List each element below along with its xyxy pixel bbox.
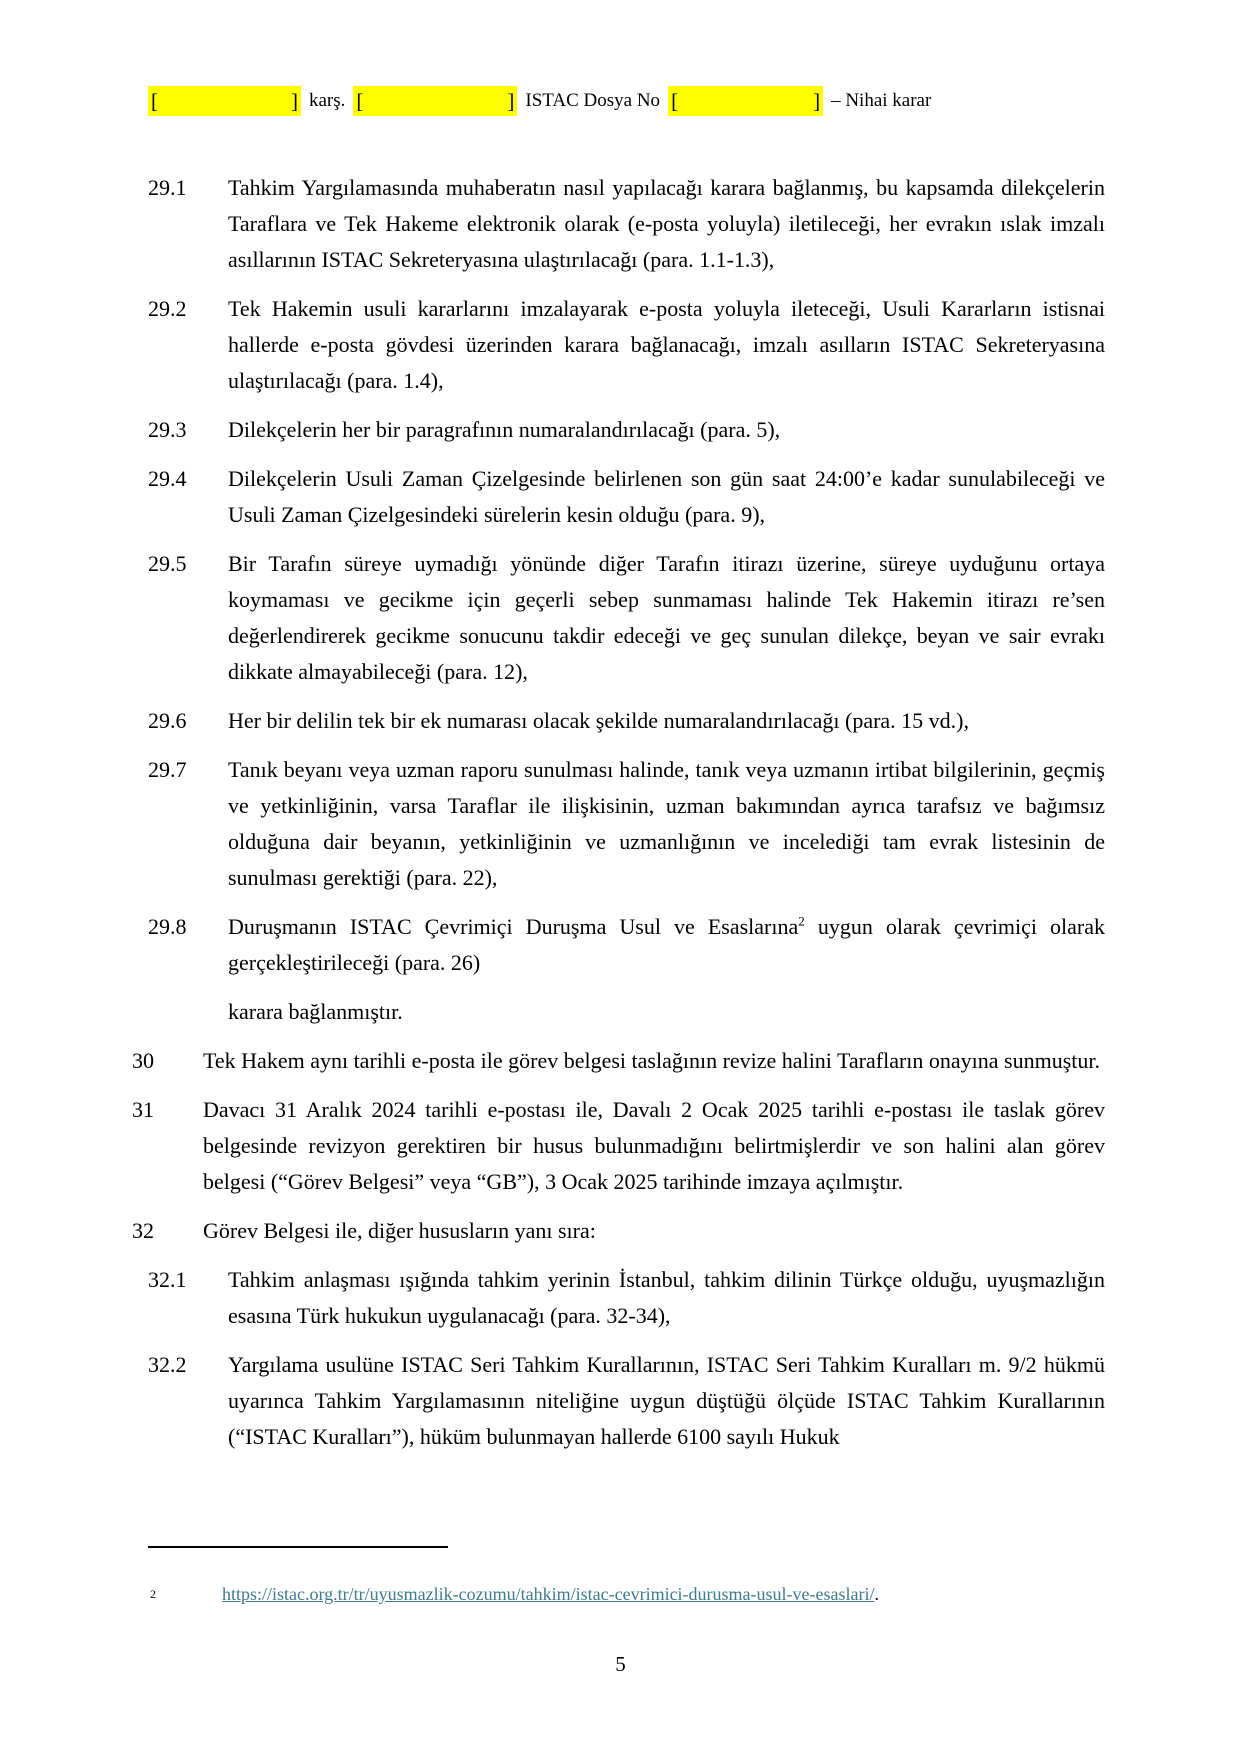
paragraph-text: Davacı 31 Aralık 2024 tarihli e-postası ile, Davalı 2 Ocak 2025 tarihli e-postası ile taslak görev belgesinde revizyon gerektiren bir husus bulunmadığını belirtmişlerdir ve son halini alan görev belgesi (“Görev Belgesi” veya “GB”), 3 Ocak 2025 tarihinde imzaya açılmıştır.	[203, 1097, 1105, 1194]
paragraph-text: Tanık beyanı veya uzman raporu sunulması halinde, tanık veya uzmanın irtibat bilgilerinin, geçmiş ve yetkinliğinin, varsa Taraflar ile ilişkisinin, uzman bakımından ayrıca tarafsız ve bağımsız olduğuna dair beyanın, yetkinliğinin ve uzmanlığının ve incelediği tam evrak listesinin de sunulması gerektiği (para. 22),	[228, 757, 1105, 890]
footnote-marker: 2	[150, 1587, 156, 1601]
paragraph-text: Bir Tarafın süreye uymadığı yönünde diğer Tarafın itirazı üzerine, süreye uyduğunu ortaya koymaması ve gecikme için geçerli sebep sunmaması halinde Tek Hakemin itirazı re’sen değerlendirerek gecikme sonucunu takdir edeceği ve geç sunulan dilekçe, beyan ve sair evrakı dikkate almayabileceği (para. 12),	[228, 551, 1105, 684]
paragraph-32-1	[132, 1262, 1105, 1334]
paragraph-29-4	[132, 461, 1105, 533]
paragraph-number: 29.6	[148, 708, 187, 733]
paragraph-text: Yargılama usulüne ISTAC Seri Tahkim Kurallarının, ISTAC Seri Tahkim Kuralları m. 9/2 hükmü uyarınca Tahkim Yargılamasının niteliğine uygun düştüğü ölçüde ISTAC Tahkim Kurallarının (“ISTAC Kuralları”), hüküm bulunmayan hallerde 6100 sayılı Hukuk	[228, 1352, 1105, 1449]
redacted-party-1	[148, 86, 301, 116]
bracket-close: ]	[507, 88, 515, 113]
redacted-party-2	[353, 86, 517, 116]
paragraph-text: Dilekçelerin her bir paragrafının numaralandırılacağı (para. 5),	[228, 417, 781, 442]
paragraph-number: 29.7	[148, 757, 187, 782]
paragraph-number: 30	[132, 1048, 154, 1073]
paragraph-29-1	[132, 170, 1105, 278]
redacted-case-number	[668, 86, 823, 116]
paragraph-text-segment: uygun olarak çevrimiçi olarak gerçekleştirileceği (para. 26)	[228, 914, 1105, 975]
footnote-2	[132, 1582, 1105, 1606]
paragraph-number: 29.1	[148, 175, 187, 200]
bracket-close: ]	[813, 88, 821, 113]
paragraph-32	[132, 1213, 1105, 1249]
paragraph-text: Tahkim anlaşması ışığında tahkim yerinin İstanbul, tahkim dilinin Türkçe olduğu, uyuşmazlığın esasına Türk hukukun uygulanacağı (para. 32-34),	[228, 1267, 1105, 1328]
header-case-label: ISTAC Dosya No	[525, 90, 661, 111]
paragraph-29-closing	[132, 994, 1105, 1030]
bracket-open: [	[151, 88, 158, 113]
paragraph-text: Tahkim Yargılamasında muhaberatın nasıl yapılacağı karara bağlanmış, bu kapsamda dilekçelerin Taraflara ve Tek Hakeme elektronik olarak (e-posta yoluyla) iletileceği, her evrakın ıslak imzalı asıllarının ISTAC Sekreteryasına ulaştırılacağı (para. 1.1-1.3),	[228, 175, 1105, 272]
paragraph-text: karara bağlanmıştır.	[228, 999, 403, 1024]
paragraph-number: 32	[132, 1218, 154, 1243]
page-number: 5	[615, 1652, 626, 1676]
paragraph-30	[132, 1043, 1105, 1079]
document-body	[132, 170, 1105, 1468]
footnote-reference-2: 2	[798, 913, 805, 929]
bracket-open: [	[356, 88, 364, 113]
footnote-link[interactable]: https://istac.org.tr/tr/uyusmazlik-cozumu/tahkim/istac-cevrimici-durusma-usul-ve-esaslari/	[222, 1584, 875, 1604]
paragraph-text: Tek Hakemin usuli kararlarını imzalayarak e-posta yoluyla ileteceği, Usuli Kararların istisnai hallerde e-posta gövdesi üzerinden karara bağlanacağı, imzalı asılların ISTAC Sekreteryasına ulaştırılacağı (para. 1.4),	[228, 296, 1105, 393]
footnote-after-link: .	[874, 1584, 879, 1604]
header-suffix: – Nihai karar	[831, 90, 932, 111]
paragraph-31	[132, 1092, 1105, 1200]
paragraph-number: 29.4	[148, 466, 187, 491]
running-header	[148, 86, 931, 116]
paragraph-29-8	[132, 909, 1105, 981]
paragraph-text: Görev Belgesi ile, diğer hususların yanı sıra:	[203, 1218, 596, 1243]
paragraph-text	[228, 909, 1105, 981]
paragraph-29-7	[132, 752, 1105, 896]
paragraph-number: 29.8	[148, 914, 187, 939]
paragraph-text-segment: Duruşmanın ISTAC Çevrimiçi Duruşma Usul ve Esaslarına	[228, 914, 799, 939]
paragraph-number: 32.2	[148, 1352, 187, 1377]
paragraph-text: Her bir delilin tek bir ek numarası olacak şekilde numaralandırılacağı (para. 15 vd.),	[228, 708, 969, 733]
bracket-close: ]	[291, 88, 298, 113]
paragraph-number: 31	[132, 1097, 154, 1122]
paragraph-text: Tek Hakem aynı tarihli e-posta ile görev belgesi taslağının revize halini Tarafların onayına sunmuştur.	[203, 1048, 1101, 1073]
paragraph-29-2	[132, 291, 1105, 399]
paragraph-32-2	[132, 1347, 1105, 1455]
footnote-separator	[148, 1546, 448, 1548]
bracket-open: [	[671, 88, 679, 113]
paragraph-29-6	[132, 703, 1105, 739]
paragraph-number: 29.3	[148, 417, 187, 442]
header-vs-label: karş.	[309, 90, 346, 111]
paragraph-number: 29.2	[148, 296, 187, 321]
paragraph-number: 32.1	[148, 1267, 187, 1292]
paragraph-29-3	[132, 412, 1105, 448]
paragraph-29-5	[132, 546, 1105, 690]
paragraph-text: Dilekçelerin Usuli Zaman Çizelgesinde belirlenen son gün saat 24:00’e kadar sunulabileceği ve Usuli Zaman Çizelgesindeki sürelerin kesin olduğu (para. 9),	[228, 466, 1105, 527]
paragraph-number: 29.5	[148, 551, 187, 576]
